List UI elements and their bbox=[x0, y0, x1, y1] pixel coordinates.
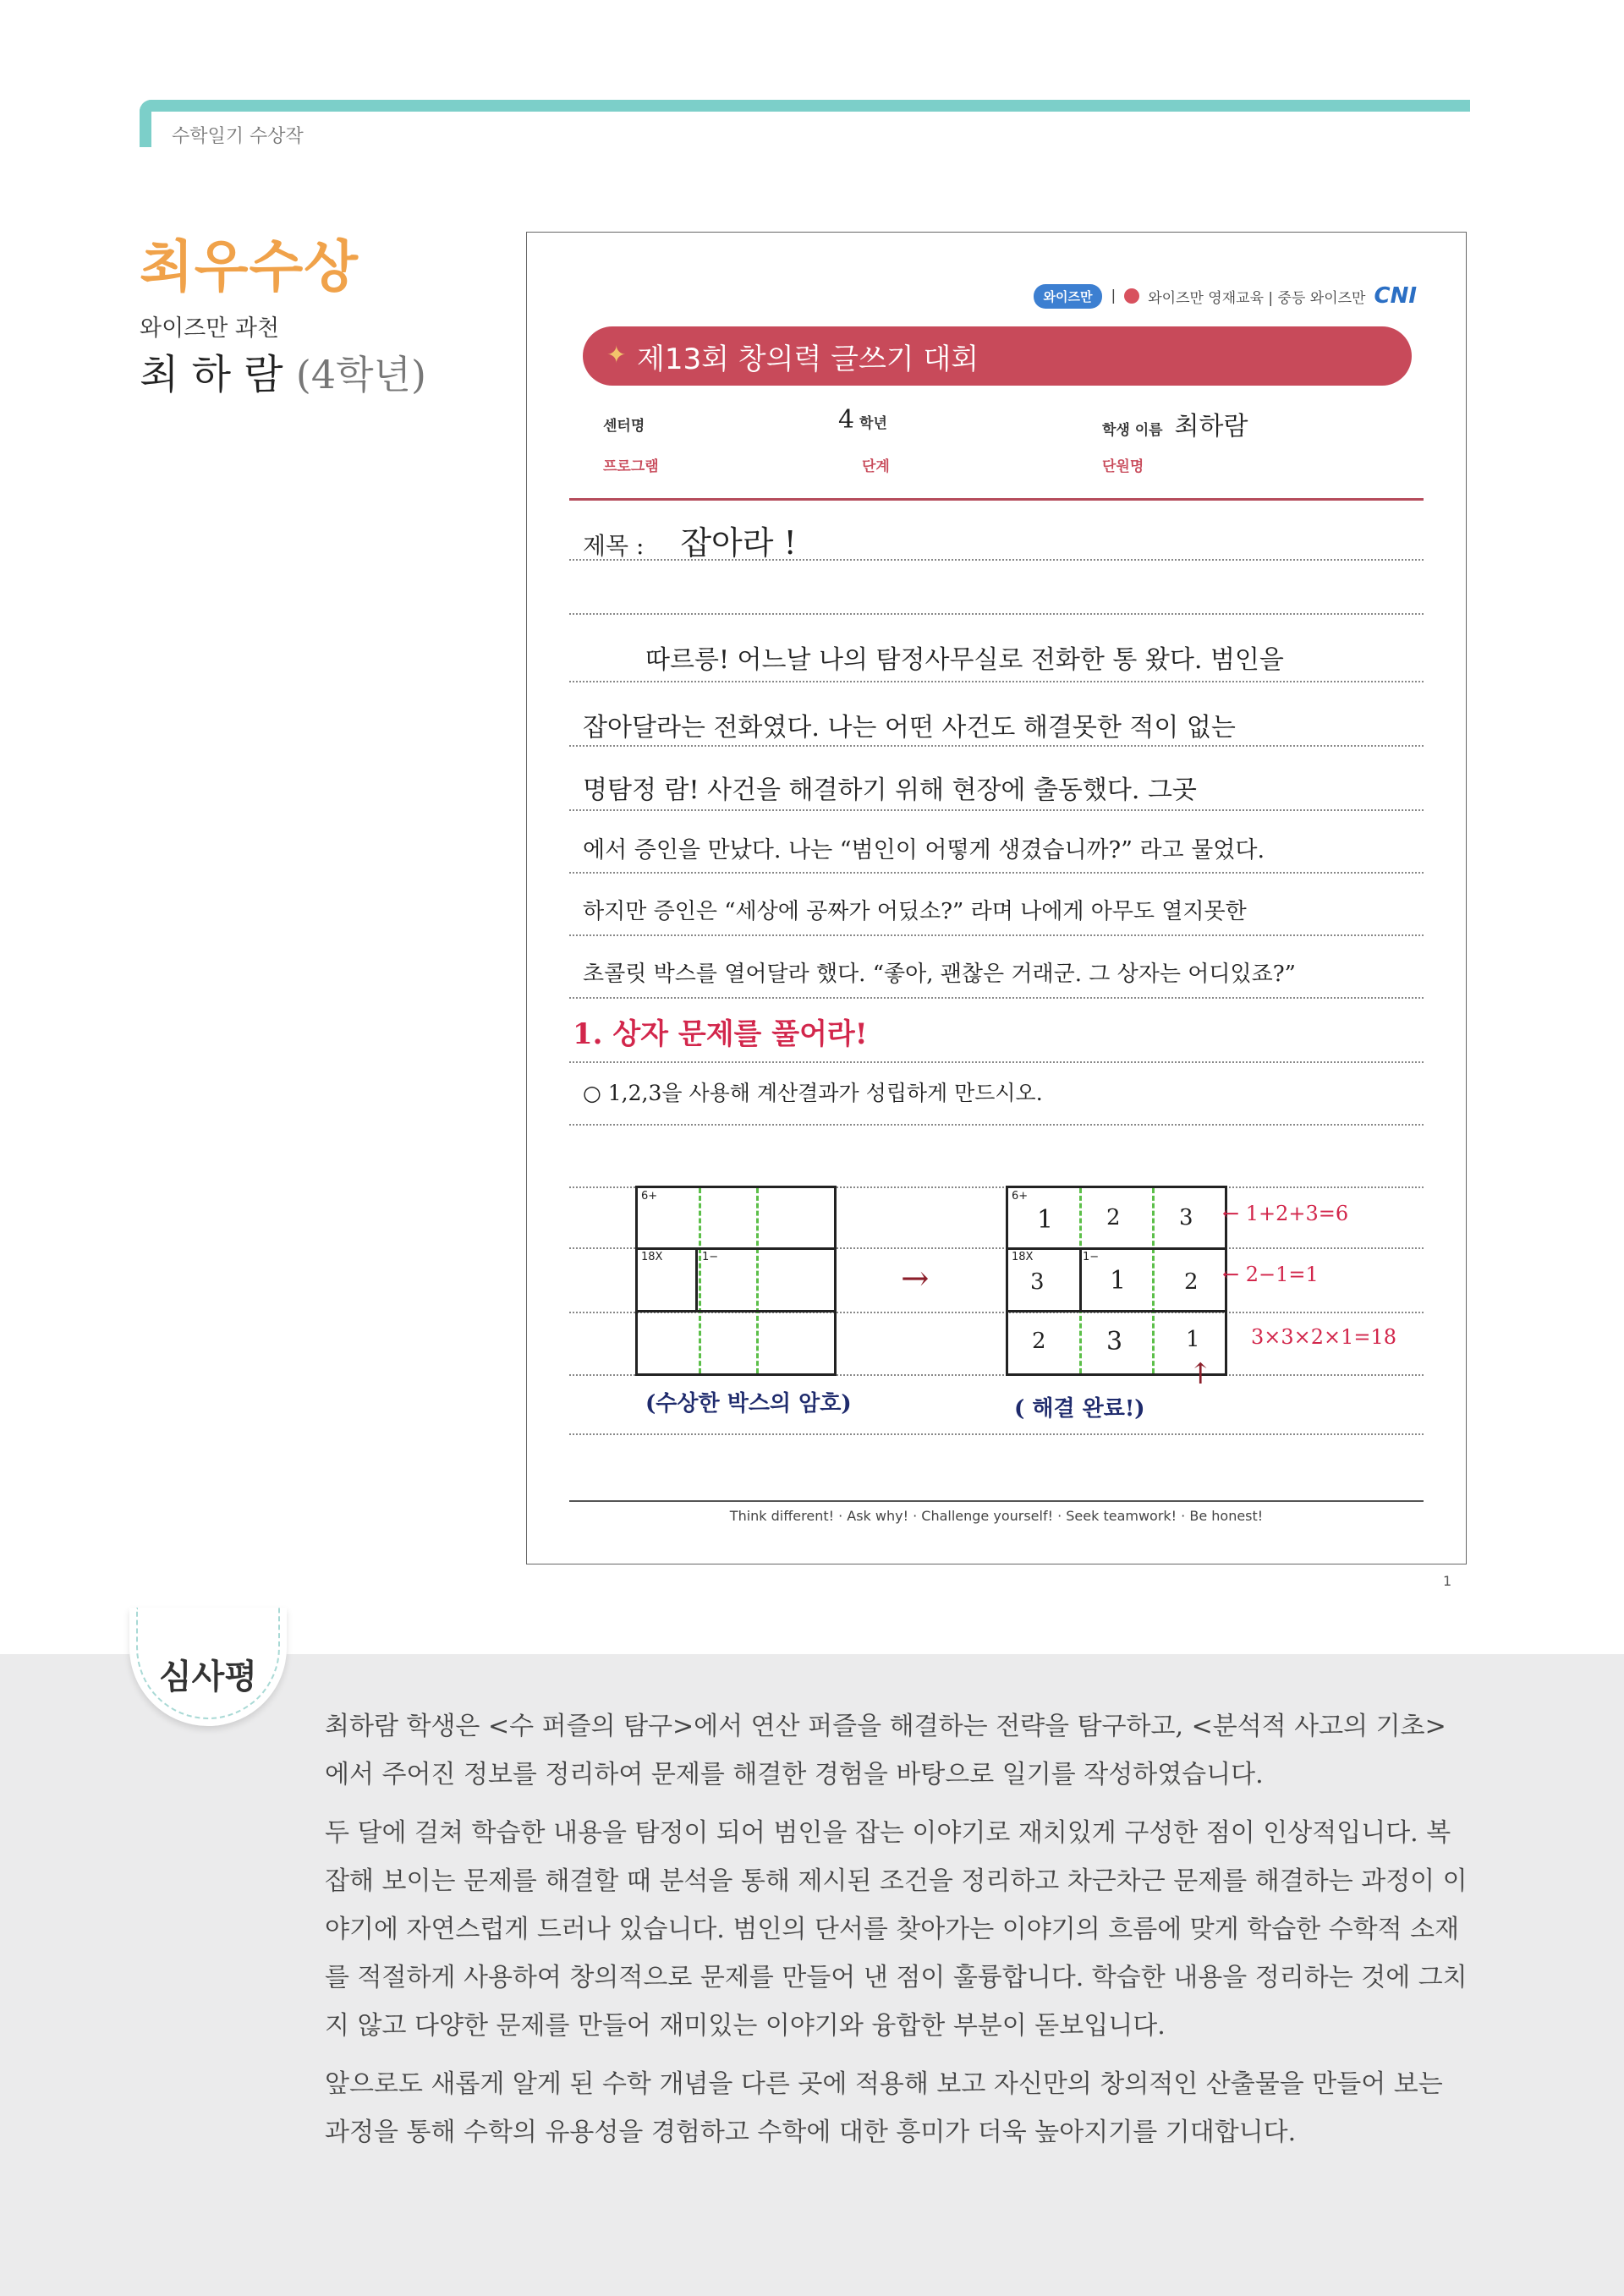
ruled-line bbox=[569, 872, 1424, 874]
caption-unsolved: (수상한 박스의 암호) bbox=[645, 1391, 852, 1417]
grid-cell: 3 bbox=[1106, 1327, 1123, 1356]
title-label: 제목 : bbox=[583, 532, 645, 560]
problem-instruction: ○ 1,2,3을 사용해 계산결과가 성립하게 만드시오. bbox=[583, 1081, 1043, 1105]
cage-outline bbox=[1079, 1247, 1227, 1312]
grid-cell: 2 bbox=[1106, 1205, 1121, 1230]
cage-tag-product: 18X bbox=[641, 1251, 663, 1263]
diary-footer-line bbox=[569, 1500, 1424, 1502]
grid-cell: 2 bbox=[1032, 1329, 1046, 1354]
ruled-line bbox=[569, 745, 1424, 747]
diary-line-1: 따르릉! 어느날 나의 탐정사무실로 전화한 통 왔다. 범인을 bbox=[645, 645, 1284, 675]
equation-row-1: ← 1+2+3=6 bbox=[1222, 1202, 1349, 1225]
review-title: 심사평 bbox=[159, 1658, 257, 1696]
diary-scan bbox=[526, 232, 1467, 1564]
grade-value: 4 bbox=[838, 405, 855, 435]
student-line bbox=[140, 342, 426, 400]
school-name: 와이즈만 과천 bbox=[140, 315, 280, 342]
header-accent-bar bbox=[140, 100, 1470, 112]
divider-icon: | bbox=[1111, 288, 1116, 304]
wiseman-logo: 와이즈만 bbox=[1034, 284, 1103, 309]
grid-cell: 2 bbox=[1184, 1269, 1199, 1295]
ruled-line bbox=[569, 681, 1424, 682]
diary-line-6: 초콜릿 박스를 열어달라 했다. “좋아, 괜찮은 거래군. 그 상자는 어디있죠?” bbox=[583, 962, 1296, 987]
ruled-line bbox=[569, 1061, 1424, 1063]
star-icon: ✦ bbox=[606, 341, 627, 369]
ruled-line bbox=[569, 613, 1424, 615]
cage-tag-diff: 1− bbox=[702, 1251, 719, 1263]
review-paragraph-1: 최하람 학생은 <수 퍼즐의 탐구>에서 연산 퍼즐을 해결하는 전략을 탐구하고, <분석적 사고의 기초>에서 주어진 정보를 정리하여 문제를 해결한 경험을 바탕으로 일기를 작성하였습니다. bbox=[325, 1712, 1446, 1789]
cni-logo: CNI bbox=[1374, 283, 1417, 309]
program-label: 프로그램 bbox=[603, 458, 659, 475]
award-title: 최우수상 bbox=[140, 234, 359, 299]
grid-cell: 3 bbox=[1179, 1205, 1193, 1230]
grade-label: 학년 bbox=[859, 415, 887, 432]
review-paragraph-2: 두 달에 걸쳐 학습한 내용을 탐정이 되어 범인을 잡는 이야기로 재치있게 구성한 점이 인상적입니다. 복잡해 보이는 문제를 해결할 때 분석을 통해 제시된 조건을 정리하고 차근차근 문제를 해결하는 과정이 이야기에 자연스럽게 드러나 있습니다. 범인의 단서를 찾아가는 이야기의 흐름에 맞게 학습한 수학적 소재를 적절하게 사용하여 창의적으로 문제를 만들어 낸 점이 훌륭합니다. 학습한 내용을 정리하는 것에 그치지 않고 다양한 문제를 만들어 재미있는 이야기와 융합한 부분이 돋보입니다. bbox=[325, 1818, 1468, 2041]
brand-dot-icon bbox=[1124, 288, 1139, 304]
review-body bbox=[325, 1702, 1470, 2167]
cage-tag-sum: 6+ bbox=[641, 1190, 658, 1203]
ruled-line bbox=[569, 1433, 1424, 1435]
grid-cell: 3 bbox=[1030, 1269, 1045, 1295]
arrow-icon: → bbox=[901, 1259, 930, 1298]
grid-cell: 1 bbox=[1037, 1205, 1054, 1235]
puzzle-grid-solved bbox=[1006, 1186, 1227, 1376]
puzzle-grid-unsolved bbox=[635, 1186, 837, 1376]
name-value: 최하람 bbox=[1174, 412, 1248, 441]
cage-tag-product: 18X bbox=[1012, 1251, 1034, 1263]
cage-tag-sum: 6+ bbox=[1012, 1190, 1029, 1203]
title-value: 잡아라 ! bbox=[680, 524, 797, 562]
diary-line-5: 하지만 증인은 “세상에 공짜가 어딨소?” 라며 나에게 아무도 열지못한 bbox=[583, 899, 1247, 924]
diary-line-4: 에서 증인을 만났다. 나는 “범인이 어떻게 생겼습니까?” 라고 물었다. bbox=[583, 837, 1265, 863]
contest-title: 제13회 창의력 글쓰기 대회 bbox=[637, 342, 979, 376]
contest-banner bbox=[583, 326, 1412, 386]
header-accent-corner bbox=[140, 100, 151, 147]
name-label: 학생 이름 bbox=[1102, 422, 1163, 439]
form-divider bbox=[569, 498, 1424, 501]
unit-label: 단원명 bbox=[1102, 458, 1144, 475]
ruled-line bbox=[569, 934, 1424, 936]
page-number: 1 bbox=[1443, 1573, 1452, 1589]
cage-tag-diff: 1− bbox=[1083, 1251, 1100, 1263]
diary-line-3: 명탐정 람! 사건을 해결하기 위해 현장에 출동했다. 그곳 bbox=[583, 775, 1197, 805]
ruled-line bbox=[569, 1124, 1424, 1126]
ruled-line bbox=[569, 997, 1424, 999]
grade-field bbox=[838, 405, 887, 435]
ruled-line bbox=[569, 809, 1424, 811]
diary-footer-motto: Think different! · Ask why! · Challenge yourself! · Seek teamwork! · Be honest! bbox=[729, 1508, 1264, 1524]
diary-title-row bbox=[583, 517, 797, 563]
diary-line-2: 잡아달라는 전화였다. 나는 어떤 사건도 해결못한 적이 없는 bbox=[583, 713, 1236, 743]
grid-cell: 1 bbox=[1186, 1327, 1200, 1352]
grid-cell: 1 bbox=[1110, 1266, 1127, 1296]
diary-logos bbox=[1034, 283, 1417, 309]
problem-heading: 1. 상자 문제를 풀어라! bbox=[573, 1017, 868, 1051]
up-arrow-icon: ↑ bbox=[1188, 1357, 1213, 1391]
student-name: 최 하 람 bbox=[140, 351, 283, 398]
center-label: 센터명 bbox=[603, 418, 645, 435]
level-label: 단계 bbox=[862, 458, 890, 475]
student-grade: (4학년) bbox=[295, 352, 426, 397]
equation-row-2: ← 2−1=1 bbox=[1222, 1263, 1319, 1286]
review-paragraph-3: 앞으로도 새롭게 알게 된 수학 개념을 다른 곳에 적용해 보고 자신만의 창의적인 산출물을 만들어 보는 과정을 통해 수학의 유용성을 경험하고 수학에 대한 흥미가 더욱 높아지기를 기대합니다. bbox=[325, 2069, 1443, 2147]
section-label: 수학일기 수상작 bbox=[172, 126, 304, 147]
name-field bbox=[1102, 405, 1248, 442]
ruled-line bbox=[569, 559, 1424, 561]
brand-text: 와이즈만 영재교육 | 중등 와이즈만 bbox=[1148, 289, 1366, 307]
caption-solved: ( 해결 완료!) bbox=[1014, 1396, 1145, 1422]
equation-row-3: 3×3×2×1=18 bbox=[1251, 1325, 1397, 1349]
